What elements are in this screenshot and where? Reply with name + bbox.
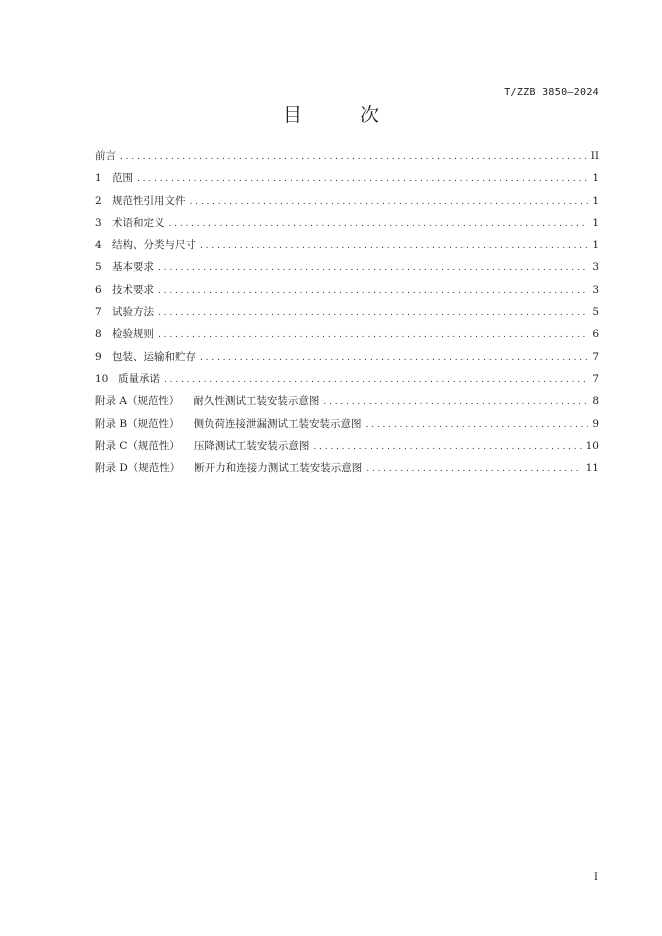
toc-entry-page: 5 bbox=[592, 306, 599, 319]
toc-entry-label: 压降测试工装安装示意图 bbox=[193, 439, 310, 452]
toc-entry-number: 10 bbox=[95, 372, 109, 385]
dot-leader bbox=[164, 375, 588, 385]
appendix-prefix: 附录 B（规范性） bbox=[95, 417, 180, 430]
dot-leader bbox=[158, 263, 588, 273]
toc-entry-label: 基本要求 bbox=[112, 261, 154, 274]
dot-leader bbox=[158, 330, 588, 340]
toc-entry-page: 8 bbox=[592, 395, 599, 408]
toc-entry-terms[interactable] bbox=[95, 215, 599, 237]
toc-entry-number: 7 bbox=[95, 306, 102, 319]
toc-entry-label: 质量承诺 bbox=[118, 372, 160, 385]
toc-entry-label: 侧负荷连接泄漏测试工装安装示意图 bbox=[193, 417, 362, 430]
dot-leader bbox=[323, 397, 588, 407]
toc-entry-technical-requirements[interactable] bbox=[95, 282, 599, 304]
page-number: I bbox=[594, 872, 598, 883]
toc-entry-page: 3 bbox=[592, 261, 599, 274]
appendix-prefix: 附录 C（规范性） bbox=[95, 439, 180, 452]
toc-entry-page: 11 bbox=[585, 462, 599, 475]
toc-entry-label: 前言 bbox=[95, 150, 116, 162]
toc-entry-appendix-b[interactable] bbox=[95, 416, 599, 438]
dot-leader bbox=[137, 174, 588, 184]
toc-entry-normative-references[interactable] bbox=[95, 193, 599, 215]
dot-leader bbox=[200, 241, 588, 251]
toc-entry-page: 7 bbox=[592, 350, 599, 363]
toc-entry-label: 断开力和连接力测试工装安装示意图 bbox=[194, 462, 363, 475]
toc-entry-page: 1 bbox=[592, 239, 599, 252]
page-title: 目 次 bbox=[282, 104, 406, 126]
dot-leader bbox=[200, 353, 588, 363]
toc-entry-number: 6 bbox=[95, 283, 102, 296]
table-of-contents bbox=[95, 148, 599, 482]
toc-entry-page: 3 bbox=[592, 283, 599, 296]
toc-entry-inspection-rules[interactable] bbox=[95, 326, 599, 348]
toc-entry-page: II bbox=[590, 150, 599, 162]
toc-entry-page: 1 bbox=[592, 172, 599, 185]
appendix-prefix: 附录 A（规范性） bbox=[95, 395, 180, 408]
dot-leader bbox=[313, 442, 581, 452]
document-code: T/ZZB 3850—2024 bbox=[504, 87, 599, 98]
toc-entry-label: 术语和定义 bbox=[112, 216, 165, 229]
dot-leader bbox=[169, 219, 589, 229]
toc-entry-label: 结构、分类与尺寸 bbox=[112, 239, 196, 252]
toc-entry-number: 1 bbox=[95, 172, 102, 185]
toc-entry-label: 规范性引用文件 bbox=[112, 194, 186, 207]
toc-entry-page: 6 bbox=[592, 328, 599, 341]
toc-entry-number: 9 bbox=[95, 350, 102, 363]
toc-entry-page: 1 bbox=[592, 216, 599, 229]
toc-entry-number: 4 bbox=[95, 239, 102, 252]
toc-entry-page: 10 bbox=[585, 439, 599, 452]
toc-entry-foreword[interactable] bbox=[95, 148, 599, 170]
toc-entry-quality-commitment[interactable] bbox=[95, 371, 599, 393]
toc-entry-page: 1 bbox=[592, 194, 599, 207]
toc-entry-appendix-a[interactable] bbox=[95, 393, 599, 415]
dot-leader bbox=[158, 286, 588, 296]
toc-entry-number: 8 bbox=[95, 328, 102, 341]
toc-entry-number: 5 bbox=[95, 261, 102, 274]
toc-entry-appendix-d[interactable] bbox=[95, 460, 599, 482]
toc-entry-label: 技术要求 bbox=[112, 283, 154, 296]
toc-entry-test-methods[interactable] bbox=[95, 304, 599, 326]
toc-entry-appendix-c[interactable] bbox=[95, 438, 599, 460]
toc-entry-packaging[interactable] bbox=[95, 349, 599, 371]
dot-leader bbox=[120, 152, 587, 162]
toc-entry-label: 耐久性测试工装安装示意图 bbox=[193, 395, 320, 408]
toc-entry-number: 3 bbox=[95, 216, 102, 229]
toc-entry-page: 9 bbox=[592, 417, 599, 430]
appendix-prefix: 附录 D（规范性） bbox=[95, 462, 181, 475]
toc-entry-label: 包装、运输和贮存 bbox=[112, 350, 196, 363]
toc-entry-structure[interactable] bbox=[95, 237, 599, 259]
toc-entry-label: 范围 bbox=[112, 172, 133, 185]
dot-leader bbox=[366, 464, 581, 474]
toc-entry-basic-requirements[interactable] bbox=[95, 259, 599, 281]
toc-entry-scope[interactable] bbox=[95, 170, 599, 192]
dot-leader bbox=[190, 197, 589, 207]
toc-entry-label: 试验方法 bbox=[112, 306, 154, 319]
toc-entry-number: 2 bbox=[95, 194, 102, 207]
toc-entry-page: 7 bbox=[592, 372, 599, 385]
dot-leader bbox=[158, 308, 588, 318]
toc-entry-label: 检验规则 bbox=[112, 328, 154, 341]
dot-leader bbox=[366, 420, 589, 430]
